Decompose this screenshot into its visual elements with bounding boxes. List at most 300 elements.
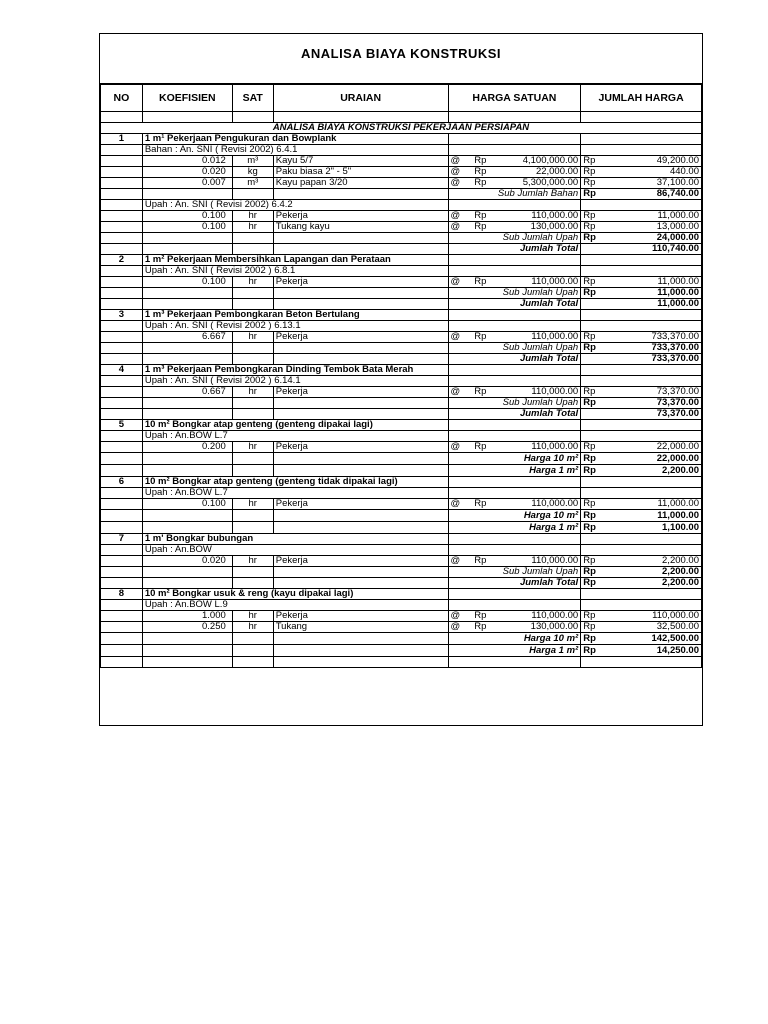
empty-cell [448,145,581,156]
table-row-item [101,420,702,431]
empty-cell [232,522,273,534]
summary-label: Harga 10 m² [448,453,581,465]
uraian-value: Pekerja [273,499,448,510]
empty-cell [101,244,143,255]
rp-symbol: Rp [474,210,487,221]
summary-label: Harga 10 m² [448,633,581,645]
table-row-sum [101,189,702,200]
empty-cell [581,657,702,668]
reference-text: Upah : An.BOW L.9 [142,600,448,611]
empty-cell [448,600,581,611]
rp-symbol: Rp [583,498,596,509]
uraian-value: Pekerja [273,211,448,222]
empty-cell [101,354,143,365]
rp-symbol: Rp [583,177,596,188]
empty-cell [581,488,702,499]
table-row-item [101,134,702,145]
empty-cell [101,299,143,310]
table-row-line [101,499,702,510]
table-row-line [101,277,702,288]
empty-cell [232,343,273,354]
empty-cell [142,645,232,657]
rp-symbol: Rp [583,610,596,621]
jumlah-harga-cell [581,178,702,189]
empty-cell [101,233,143,244]
summary-value-cell [581,244,702,255]
table-row-line [101,387,702,398]
empty-cell [273,354,448,365]
rp-symbol: Rp [583,210,596,221]
empty-cell [101,156,143,167]
item-number: 4 [101,365,143,376]
summary-value-cell [581,288,702,299]
empty-cell [581,321,702,332]
empty-cell [142,299,232,310]
empty-cell [101,266,143,277]
item-description: 1 m' Bongkar bubungan [142,534,448,545]
jumlah-harga-value: 2,200.00 [662,555,699,566]
harga-satuan-value: 110,000.00 [531,498,579,509]
jumlah-harga-value: 440.00 [669,166,699,177]
table-row-harga [101,645,702,657]
summary-value-cell [581,645,702,657]
harga-satuan-value: 110,000.00 [531,555,579,566]
jumlah-harga-cell [581,222,702,233]
empty-cell [581,134,702,145]
harga-satuan-value: 110,000.00 [531,331,579,342]
at-symbol: @ [450,610,461,621]
satuan-value: hr [232,611,273,622]
table-row-line [101,622,702,633]
summary-label: Jumlah Total [448,244,581,255]
empty-cell [273,453,448,465]
empty-cell [101,431,143,442]
section-title: ANALISA BIAYA KONSTRUKSI PEKERJAAN PERSIAPAN [101,123,702,134]
item-description: 1 m³ Pekerjaan Pembongkaran Beton Bertulang [142,310,448,321]
summary-label: Harga 10 m² [448,510,581,522]
summary-value: 2,200.00 [662,464,699,476]
empty-cell [101,145,143,156]
uraian-value: Pekerja [273,611,448,622]
jumlah-harga-cell [581,622,702,633]
empty-cell [581,420,702,431]
table-row-ref [101,600,702,611]
summary-value: 11,000.00 [657,287,699,298]
empty-cell [232,398,273,409]
jumlah-harga-cell [581,156,702,167]
summary-value-cell [581,633,702,645]
empty-cell [273,578,448,589]
empty-cell [232,244,273,255]
empty-cell [101,622,143,633]
empty-cell [142,510,232,522]
summary-value-cell [581,522,702,534]
item-number: 3 [101,310,143,321]
uraian-value: Tukang kayu [273,222,448,233]
empty-cell [101,189,143,200]
harga-satuan-cell [448,211,581,222]
table-row-harga [101,633,702,645]
empty-cell [232,633,273,645]
rp-symbol: Rp [474,276,487,287]
koefisien-value: 0.250 [142,622,232,633]
at-symbol: @ [450,166,461,177]
rp-symbol: Rp [474,155,487,166]
empty-cell [101,321,143,332]
summary-value: 733,370.00 [651,342,699,353]
table-row-ref [101,321,702,332]
rp-symbol: Rp [474,441,487,452]
empty-cell [273,510,448,522]
koefisien-value: 0.020 [142,167,232,178]
harga-satuan-cell [448,499,581,510]
empty-cell [101,332,143,343]
empty-cell [142,657,232,668]
empty-cell [273,465,448,477]
rp-symbol: Rp [583,621,596,632]
empty-cell [448,420,581,431]
empty-cell [273,299,448,310]
empty-cell [273,233,448,244]
empty-cell [448,321,581,332]
uraian-value: Tukang [273,622,448,633]
table-row-line [101,178,702,189]
table-row-harga [101,465,702,477]
summary-label: Sub Jumlah Bahan [448,189,581,200]
table-row-ref [101,266,702,277]
rp-symbol: Rp [583,555,596,566]
empty-cell [232,189,273,200]
harga-satuan-value: 22,000.00 [535,166,579,177]
item-description: 1 m³ Pekerjaan Pembongkaran Dinding Tembok Bata Merah [142,365,448,376]
rp-symbol: Rp [474,621,487,632]
harga-satuan-cell [448,178,581,189]
empty-cell [232,645,273,657]
table-row-item [101,310,702,321]
reference-text: Upah : An. SNI ( Revisi 2002 ) 6.13.1 [142,321,448,332]
harga-satuan-cell [448,332,581,343]
jumlah-harga-value: 11,000.00 [657,276,699,287]
table-row-line [101,222,702,233]
summary-label: Harga 1 m² [448,522,581,534]
empty-cell [232,510,273,522]
empty-cell [581,545,702,556]
summary-value: 733,370.00 [651,353,699,364]
empty-cell [581,266,702,277]
summary-value-cell [581,398,702,409]
empty-cell [448,310,581,321]
empty-cell [101,545,143,556]
satuan-value: hr [232,387,273,398]
jumlah-harga-cell [581,387,702,398]
empty-cell [101,387,143,398]
rp-symbol: Rp [583,464,596,476]
koefisien-value: 1.000 [142,611,232,622]
empty-cell [101,465,143,477]
empty-cell [273,288,448,299]
empty-cell [273,409,448,420]
header-koefisien: KOEFISIEN [142,85,232,112]
empty-cell [581,310,702,321]
empty-cell [101,442,143,453]
koefisien-value: 0.100 [142,277,232,288]
summary-value: 11,000.00 [657,298,699,309]
summary-value: 2,200.00 [662,577,699,588]
rp-symbol: Rp [583,577,596,588]
empty-cell [448,589,581,600]
table-row-line [101,556,702,567]
empty-cell [101,178,143,189]
table-row-total [101,578,702,589]
rp-symbol: Rp [583,287,596,298]
satuan-value: hr [232,556,273,567]
table-row-total [101,354,702,365]
satuan-value: m³ [232,178,273,189]
empty-cell [101,200,143,211]
item-number: 7 [101,534,143,545]
empty-cell [273,657,448,668]
table-row-item [101,589,702,600]
summary-value: 11,000.00 [657,509,699,521]
item-number: 1 [101,134,143,145]
rp-symbol: Rp [583,441,596,452]
summary-value-cell [581,578,702,589]
reference-text: Upah : An. SNI ( Revisi 2002 ) 6.14.1 [142,376,448,387]
harga-satuan-cell [448,442,581,453]
rp-symbol: Rp [474,221,487,232]
rp-symbol: Rp [583,386,596,397]
empty-cell [448,200,581,211]
reference-text: Upah : An.BOW L.7 [142,488,448,499]
at-symbol: @ [450,177,461,188]
summary-value-cell [581,453,702,465]
empty-cell [101,578,143,589]
reference-text: Upah : An.BOW L.7 [142,431,448,442]
empty-cell [142,343,232,354]
empty-cell [232,299,273,310]
item-number: 8 [101,589,143,600]
koefisien-value: 6.667 [142,332,232,343]
harga-satuan-value: 5,300,000.00 [522,177,579,188]
jumlah-harga-value: 32,500.00 [656,621,699,632]
empty-cell [142,578,232,589]
spacer-row [101,112,702,123]
jumlah-harga-cell [581,277,702,288]
summary-value: 2,200.00 [662,566,699,577]
table-row-sum [101,398,702,409]
uraian-value: Kayu papan 3/20 [273,178,448,189]
table-row-line [101,211,702,222]
empty-cell [232,453,273,465]
jumlah-harga-value: 110,000.00 [652,610,699,621]
uraian-value: Pekerja [273,442,448,453]
jumlah-harga-value: 13,000.00 [656,221,699,232]
harga-satuan-cell [448,156,581,167]
empty-cell [581,431,702,442]
at-symbol: @ [450,221,461,232]
empty-cell [232,409,273,420]
summary-value-cell [581,567,702,578]
rp-symbol: Rp [583,397,596,408]
harga-satuan-cell [448,622,581,633]
rp-symbol: Rp [583,188,596,199]
summary-value: 73,370.00 [656,408,699,419]
at-symbol: @ [450,555,461,566]
koefisien-value: 0.100 [142,499,232,510]
empty-cell [101,453,143,465]
empty-cell [273,645,448,657]
section-title-row [101,123,702,134]
table-row-item [101,255,702,266]
empty-cell [448,365,581,376]
summary-label: Jumlah Total [448,354,581,365]
harga-satuan-value: 110,000.00 [531,276,579,287]
summary-value-cell [581,354,702,365]
harga-satuan-value: 110,000.00 [531,210,579,221]
header-uraian: URAIAN [273,85,448,112]
satuan-value: hr [232,211,273,222]
satuan-value: hr [232,499,273,510]
empty-cell [581,477,702,488]
jumlah-harga-cell [581,556,702,567]
summary-value: 86,740.00 [656,188,699,199]
empty-cell [232,354,273,365]
jumlah-harga-cell [581,332,702,343]
jumlah-harga-value: 733,370.00 [651,331,699,342]
empty-cell [142,244,232,255]
empty-cell [101,510,143,522]
table-row-sum [101,233,702,244]
harga-satuan-value: 130,000.00 [530,221,579,232]
rp-symbol: Rp [583,232,596,243]
rp-symbol: Rp [583,331,596,342]
harga-satuan-value: 4,100,000.00 [522,155,579,166]
table-row-ref [101,145,702,156]
at-symbol: @ [450,498,461,509]
koefisien-value: 0.200 [142,442,232,453]
jumlah-harga-value: 11,000.00 [657,498,699,509]
empty-cell [448,657,581,668]
empty-cell [101,488,143,499]
satuan-value: hr [232,622,273,633]
summary-label: Sub Jumlah Upah [448,233,581,244]
empty-cell [581,376,702,387]
empty-cell [142,465,232,477]
uraian-value: Pekerja [273,277,448,288]
rp-symbol: Rp [583,155,596,166]
item-description: 1 m¹ Pekerjaan Pengukuran dan Bowplank [142,134,448,145]
rp-symbol: Rp [474,610,487,621]
summary-value-cell [581,343,702,354]
item-description: 1 m² Pekerjaan Membersihkan Lapangan dan Perataan [142,255,448,266]
summary-value-cell [581,510,702,522]
item-number: 6 [101,477,143,488]
rp-symbol: Rp [474,386,487,397]
empty-cell [448,134,581,145]
summary-value-cell [581,465,702,477]
empty-cell [101,522,143,534]
document-title: ANALISA BIAYA KONSTRUKSI [100,34,702,84]
uraian-value: Pekerja [273,387,448,398]
empty-cell [142,633,232,645]
empty-cell [142,453,232,465]
item-number: 5 [101,420,143,431]
empty-cell [101,633,143,645]
empty-cell [581,145,702,156]
harga-satuan-cell [448,387,581,398]
table-row-harga [101,510,702,522]
table-row-ref [101,545,702,556]
satuan-value: hr [232,277,273,288]
koefisien-value: 0.012 [142,156,232,167]
empty-cell [448,255,581,266]
satuan-value: hr [232,222,273,233]
jumlah-harga-value: 11,000.00 [657,210,699,221]
header-sat: SAT [232,85,273,112]
rp-symbol: Rp [583,276,596,287]
table-row-total [101,409,702,420]
reference-text: Upah : An. SNI ( Revisi 2002) 6.4.2 [142,200,448,211]
empty-cell [101,600,143,611]
rp-symbol: Rp [583,644,596,656]
table-row-sum [101,343,702,354]
table-row-ref [101,376,702,387]
empty-cell [581,600,702,611]
summary-value: 14,250.00 [656,644,699,656]
empty-cell [448,431,581,442]
harga-satuan-cell [448,277,581,288]
harga-satuan-cell [448,556,581,567]
jumlah-harga-cell [581,499,702,510]
summary-label: Jumlah Total [448,299,581,310]
summary-label: Harga 1 m² [448,645,581,657]
spacer-row [101,657,702,668]
harga-satuan-cell [448,167,581,178]
empty-cell [142,354,232,365]
empty-cell [273,343,448,354]
empty-cell [581,534,702,545]
summary-label: Sub Jumlah Upah [448,343,581,354]
table-row-line [101,332,702,343]
summary-label: Jumlah Total [448,409,581,420]
uraian-value: Pekerja [273,556,448,567]
harga-satuan-cell [448,222,581,233]
table-row-item [101,477,702,488]
empty-cell [101,222,143,233]
empty-cell [142,233,232,244]
reference-text: Upah : An. SNI ( Revisi 2002 ) 6.8.1 [142,266,448,277]
reference-text: Bahan : An. SNI ( Revisi 2002) 6.4.1 [142,145,448,156]
summary-value: 73,370.00 [656,397,699,408]
summary-value: 142,500.00 [651,632,699,644]
empty-cell [232,657,273,668]
rp-symbol: Rp [474,166,487,177]
table-row-sum [101,288,702,299]
summary-value: 1,100.00 [662,521,699,533]
table-row-total [101,244,702,255]
summary-value: 22,000.00 [656,452,699,464]
empty-cell [273,567,448,578]
harga-satuan-value: 110,000.00 [531,441,579,452]
empty-cell [142,288,232,299]
empty-cell [101,343,143,354]
header-harga-satuan: HARGA SATUAN [448,85,581,112]
jumlah-harga-cell [581,211,702,222]
jumlah-harga-cell [581,167,702,178]
empty-cell [101,409,143,420]
satuan-value: hr [232,442,273,453]
empty-cell [273,189,448,200]
